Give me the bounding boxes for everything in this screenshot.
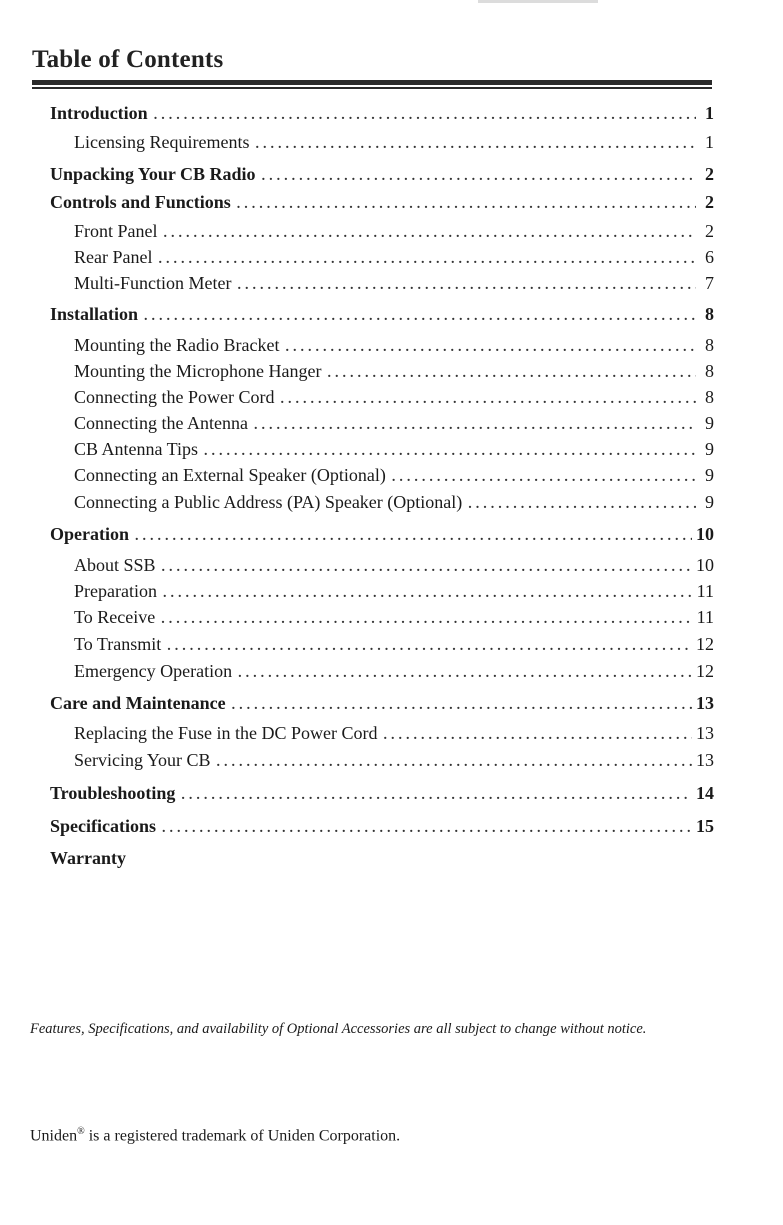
toc-entry-front-panel[interactable] xyxy=(50,218,714,244)
toc-entry-label: Installation xyxy=(50,304,139,324)
toc-entry-specifications[interactable] xyxy=(50,813,714,839)
toc-entry-label: About SSB xyxy=(74,555,156,575)
toc-entry-label: Operation xyxy=(50,524,129,544)
dot-leader xyxy=(383,723,692,749)
toc-entry-page: 9 xyxy=(705,465,714,485)
toc-entry-label: Introduction xyxy=(50,103,148,123)
toc-entry-label: Connecting an External Speaker (Optional) xyxy=(74,465,386,485)
toc-entry-multi-function-meter[interactable] xyxy=(50,270,714,296)
dot-leader xyxy=(237,273,696,299)
dot-leader xyxy=(161,607,692,633)
toc-entry-external-speaker[interactable] xyxy=(50,462,714,488)
dot-leader xyxy=(468,492,696,518)
toc-entry-connecting-power-cord[interactable] xyxy=(50,384,714,410)
toc-entry-page: 6 xyxy=(705,247,714,267)
toc-entry-label: Servicing Your CB xyxy=(74,750,211,770)
toc-entry-label: Connecting the Power Cord xyxy=(74,387,275,407)
toc-entry-page: 12 xyxy=(696,634,714,654)
toc-entry-label: Troubleshooting xyxy=(50,783,176,803)
dot-leader xyxy=(262,164,696,190)
toc-entry-servicing-your-cb[interactable] xyxy=(50,747,714,773)
toc-entry-mounting-microphone-hanger[interactable] xyxy=(50,358,714,384)
toc-entry-preparation[interactable] xyxy=(50,578,714,604)
toc-entry-page: 11 xyxy=(696,607,714,627)
toc-entry-page: 2 xyxy=(705,164,714,184)
toc-entry-page: 15 xyxy=(696,816,714,836)
toc-entry-page: 10 xyxy=(696,524,714,544)
trademark-notice xyxy=(30,1126,400,1145)
dot-leader xyxy=(237,192,696,218)
toc-entry-connecting-antenna[interactable] xyxy=(50,410,714,436)
toc-entry-page: 9 xyxy=(705,492,714,512)
dot-leader xyxy=(217,750,692,776)
dot-leader xyxy=(167,634,692,660)
toc-entry-care-and-maintenance[interactable] xyxy=(50,690,714,716)
toc-entry-cb-antenna-tips[interactable] xyxy=(50,436,714,462)
dot-leader xyxy=(144,304,696,330)
toc-entry-label: Emergency Operation xyxy=(74,661,233,681)
toc-entry-to-receive[interactable] xyxy=(50,604,714,630)
toc-entry-rear-panel[interactable] xyxy=(50,244,714,270)
toc-entry-pa-speaker[interactable] xyxy=(50,489,714,515)
toc-entry-page: 7 xyxy=(705,273,714,293)
toc-entry-page: 14 xyxy=(696,783,714,803)
toc-entry-page: 13 xyxy=(696,693,714,713)
toc-entry-introduction[interactable] xyxy=(50,100,714,126)
toc-entry-installation[interactable] xyxy=(50,301,714,327)
dot-leader xyxy=(392,465,696,491)
toc-entry-page: 13 xyxy=(696,750,714,770)
title-rule-thick xyxy=(32,80,712,85)
toc-entry-label: Front Panel xyxy=(74,221,158,241)
toc-entry-page: 8 xyxy=(705,335,714,355)
toc-entry-page: 1 xyxy=(705,103,714,123)
toc-entry-page: 1 xyxy=(705,132,714,152)
dot-leader xyxy=(255,132,696,158)
toc-entry-label: Replacing the Fuse in the DC Power Cord xyxy=(74,723,378,743)
toc-entry-label: Specifications xyxy=(50,816,156,836)
dot-leader xyxy=(162,816,692,842)
registered-mark: ® xyxy=(77,1126,85,1137)
toc-entry-label: Connecting the Antenna xyxy=(74,413,248,433)
toc-entry-emergency-operation[interactable] xyxy=(50,658,714,684)
toc-entry-warranty[interactable] xyxy=(50,845,714,871)
toc-entry-unpacking[interactable] xyxy=(50,161,714,187)
toc-entry-label: Mounting the Microphone Hanger xyxy=(74,361,322,381)
toc-entry-label: Care and Maintenance xyxy=(50,693,226,713)
toc-entry-page: 2 xyxy=(705,192,714,212)
toc-entry-page: 2 xyxy=(705,221,714,241)
toc-entry-page: 11 xyxy=(696,581,714,601)
toc-entry-page: 13 xyxy=(696,723,714,743)
toc-entry-troubleshooting[interactable] xyxy=(50,780,714,806)
dot-leader xyxy=(238,661,692,687)
toc-entry-page: 8 xyxy=(705,304,714,324)
toc-entry-page: 9 xyxy=(705,413,714,433)
toc-entry-page: 10 xyxy=(696,555,714,575)
toc-entry-label: Warranty xyxy=(50,848,126,868)
toc-entry-label: Preparation xyxy=(74,581,157,601)
toc-entry-replacing-fuse[interactable] xyxy=(50,720,714,746)
toc-entry-label: Multi-Function Meter xyxy=(74,273,232,293)
toc-entry-operation[interactable] xyxy=(50,521,714,547)
toc-entry-page: 12 xyxy=(696,661,714,681)
toc-entry-page: 9 xyxy=(705,439,714,459)
toc-entry-label: CB Antenna Tips xyxy=(74,439,199,459)
dot-leader xyxy=(181,783,692,809)
disclaimer-note: Features, Specifications, and availability of Optional Accessories are all subject to change without notice. xyxy=(30,1021,647,1037)
toc-entry-label: Connecting a Public Address (PA) Speaker (Optional) xyxy=(74,492,463,512)
top-edge-mark xyxy=(478,0,598,3)
trademark-brand: Uniden xyxy=(30,1127,78,1145)
toc-entry-label: Controls and Functions xyxy=(50,192,231,212)
toc-entry-licensing-requirements[interactable] xyxy=(50,129,714,155)
title-rule-thin xyxy=(32,87,712,89)
toc-entry-label: Rear Panel xyxy=(74,247,153,267)
toc-entry-mounting-radio-bracket[interactable] xyxy=(50,332,714,358)
toc-entry-label: To Transmit xyxy=(74,634,162,654)
toc-entry-label: Licensing Requirements xyxy=(74,132,250,152)
page-title: Table of Contents xyxy=(32,46,224,73)
toc-entry-label: Mounting the Radio Bracket xyxy=(74,335,280,355)
dot-leader xyxy=(154,103,696,129)
dot-leader xyxy=(135,524,692,550)
toc-entry-page: 8 xyxy=(705,387,714,407)
toc-entry-page: 8 xyxy=(705,361,714,381)
trademark-text: is a registered trademark of Uniden Corporation. xyxy=(84,1127,401,1145)
toc-entry-to-transmit[interactable] xyxy=(50,631,714,657)
toc-entry-about-ssb[interactable] xyxy=(50,552,714,578)
toc-entry-label: Unpacking Your CB Radio xyxy=(50,164,256,184)
dot-leader xyxy=(232,693,692,719)
toc-entry-controls-and-functions[interactable] xyxy=(50,189,714,215)
toc-entry-label: To Receive xyxy=(74,607,156,627)
